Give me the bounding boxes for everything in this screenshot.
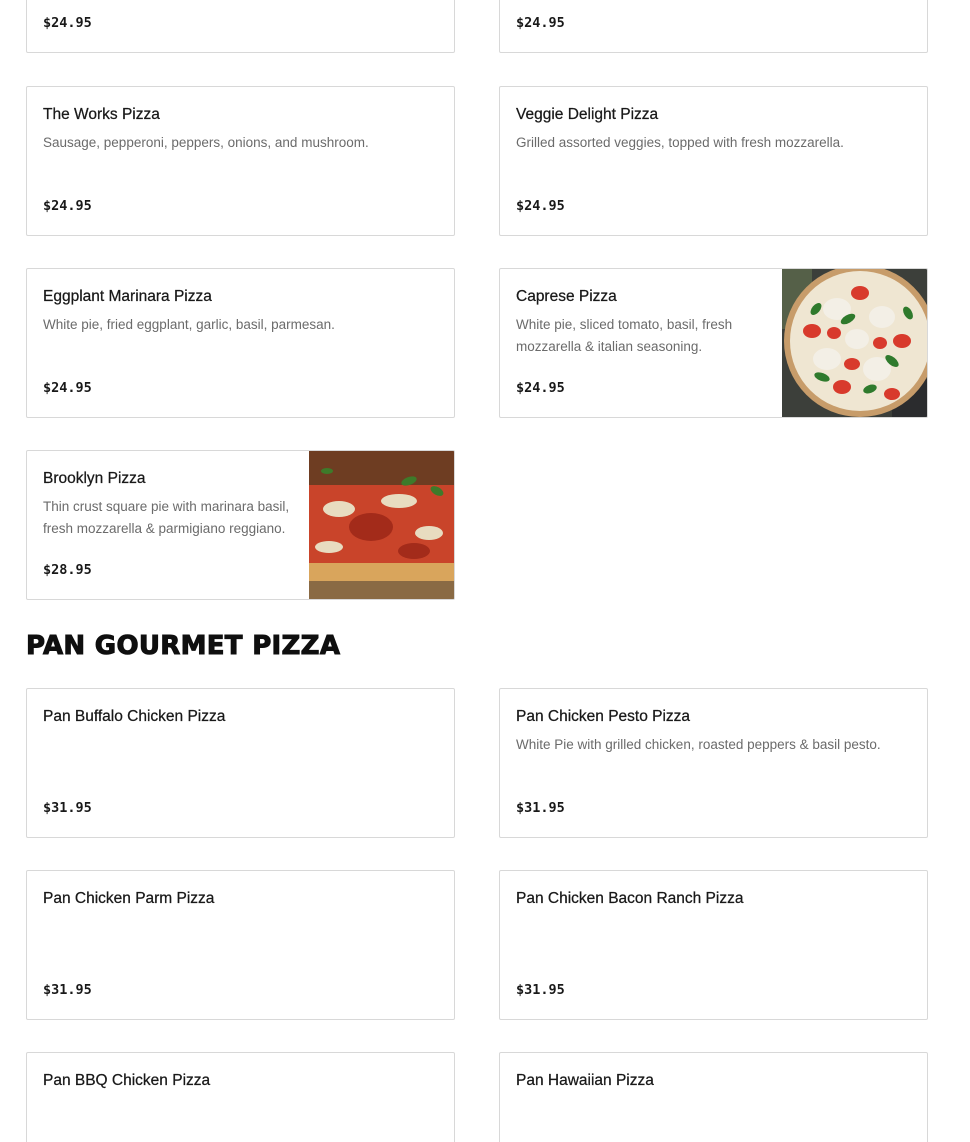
menu-item-name: Pan Buffalo Chicken Pizza [43,708,226,725]
menu-item-card[interactable] [26,1052,455,1142]
menu-item-description: Thin crust square pie with marinara basil, fresh mozzarella & parmigiano reggiano. [43,499,290,536]
menu-item-price: $24.95 [516,380,565,396]
menu-item-card[interactable] [26,870,455,1020]
menu-item-description: Sausage, pepperoni, peppers, onions, and mushroom. [43,135,369,150]
menu-item-name: Brooklyn Pizza [43,470,146,487]
menu-item-description: Grilled assorted veggies, topped with fresh mozzarella. [516,135,844,150]
menu-item-price: $28.95 [43,562,92,578]
menu-item-price: $24.95 [43,380,92,396]
menu-item-card[interactable] [26,268,455,418]
menu-item-card[interactable] [26,86,455,236]
caprese-pizza-photo [782,269,927,417]
menu-item-price: $31.95 [516,982,565,998]
menu-item-card[interactable] [499,268,928,418]
menu-item-name: Caprese Pizza [516,288,617,305]
section-title: PAN GOURMET PIZZA [26,631,341,661]
menu-item-name: Pan Chicken Bacon Ranch Pizza [516,890,744,907]
menu-item-name: Pan Chicken Pesto Pizza [516,708,691,725]
menu-item-card[interactable] [499,1052,928,1142]
menu-item-price: $31.95 [43,800,92,816]
menu-item-name: Pan Chicken Parm Pizza [43,890,215,907]
menu-item-price: $31.95 [43,982,92,998]
menu-item-description: White pie, sliced tomato, basil, fresh mozzarella & italian seasoning. [516,317,733,354]
menu-item-card[interactable] [26,450,455,600]
menu-item-name: Eggplant Marinara Pizza [43,288,212,305]
menu-item-price: $24.95 [516,198,565,214]
menu-item-price: $24.95 [43,15,92,31]
menu-item-card[interactable] [499,86,928,236]
menu-item-name: Pan Hawaiian Pizza [516,1072,654,1089]
brooklyn-pizza-photo [309,451,454,599]
menu-item-price: $31.95 [516,800,565,816]
menu-item-card[interactable] [499,0,928,53]
menu-item-card[interactable] [26,688,455,838]
menu-item-description: White Pie with grilled chicken, roasted peppers & basil pesto. [516,737,881,752]
menu-item-name: Pan BBQ Chicken Pizza [43,1072,211,1089]
menu-item-description: White pie, fried eggplant, garlic, basil, parmesan. [43,317,335,332]
menu-item-card[interactable] [499,688,928,838]
menu-item-name: The Works Pizza [43,106,160,123]
menu-item-price: $24.95 [43,198,92,214]
menu-item-card[interactable] [499,870,928,1020]
menu-item-card[interactable] [26,0,455,53]
menu-item-price: $24.95 [516,15,565,31]
menu-item-name: Veggie Delight Pizza [516,106,659,123]
